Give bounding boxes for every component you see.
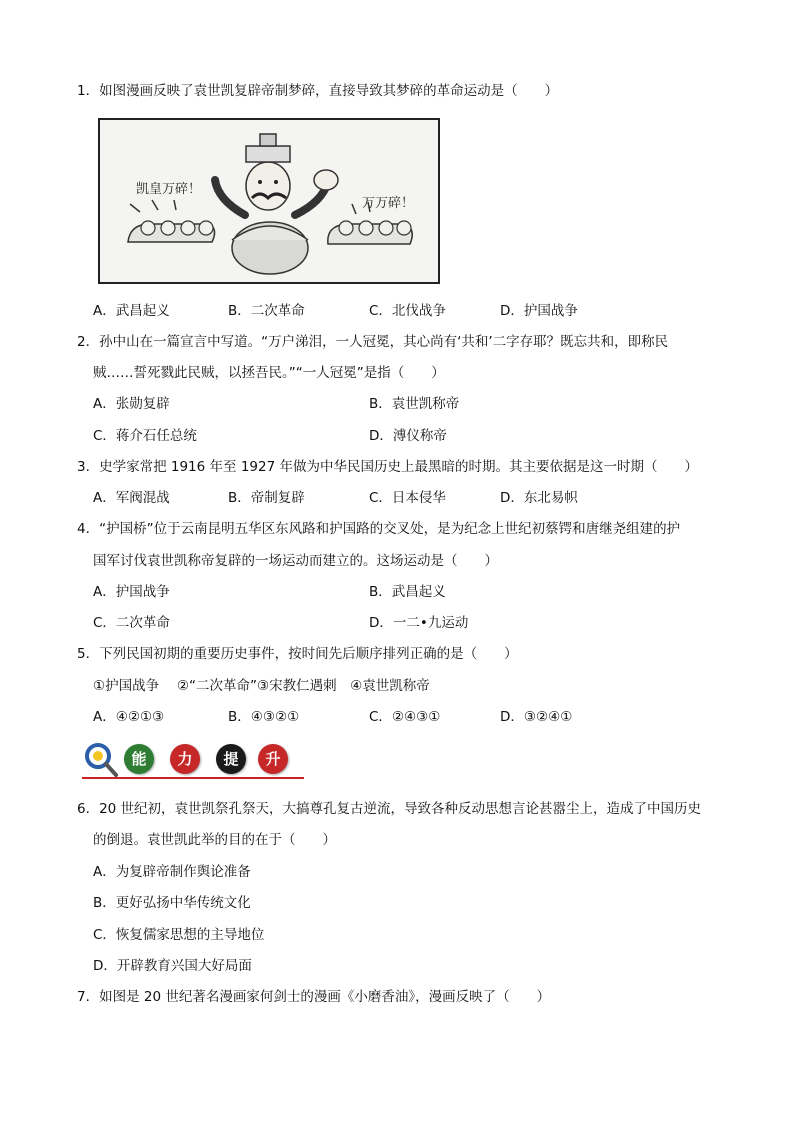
q6-stem-line1: 6．20 世纪初，袁世凯祭孔祭天，大搞尊孔复古逆流，导致各种反动思想言论甚嚣尘上，造成了中国历史 (77, 801, 702, 817)
q6-option-d[interactable]: D．开辟教育兴国大好局面 (93, 958, 252, 974)
q1-stem: 1．如图漫画反映了袁世凯复辟帝制梦碎，直接导致其梦碎的革命运动是（ ） (77, 83, 559, 99)
q4-stem-line2: 国军讨伐袁世凯称帝复辟的一场运动而建立的。这场运动是（ ） (93, 553, 498, 569)
q6-option-c[interactable]: C．恢复儒家思想的主导地位 (93, 927, 265, 943)
banner-char-2: 力 (170, 744, 200, 774)
gear-magnifier-icon (82, 740, 122, 780)
ability-boost-banner (82, 740, 304, 780)
q6-stem-line2: 的倒退。袁世凯此举的目的在于（ ） (93, 832, 336, 848)
q4-option-a[interactable]: A．护国战争 (93, 584, 170, 600)
q5-option-c[interactable]: C．②④③① (369, 709, 441, 725)
banner-char-4: 升 (258, 744, 288, 774)
q2-stem-line1: 2．孙中山在一篇宣言中写道。“万户涕泪，一人冠冕，其心尚有‘共和’二字存耶？既忘共和，即称民 (77, 334, 669, 350)
q1-option-a[interactable]: A．武昌起义 (93, 303, 170, 319)
q4-option-d[interactable]: D．一二•九运动 (369, 615, 469, 631)
cartoon-right-caption: 万万碎！ (362, 196, 415, 211)
banner-char-1: 能 (124, 744, 154, 774)
q3-option-c[interactable]: C．日本侵华 (369, 490, 446, 506)
q6-option-b[interactable]: B．更好弘扬中华传统文化 (93, 895, 251, 911)
q5-stem: 5．下列民国初期的重要历史事件，按时间先后顺序排列正确的是（ ） (77, 646, 518, 662)
q1-option-b[interactable]: B．二次革命 (228, 303, 305, 319)
cartoon-left-caption: 凯皇万碎！ (136, 182, 202, 197)
q2-option-b[interactable]: B．袁世凯称帝 (369, 396, 460, 412)
q6-option-a[interactable]: A．为复辟帝制作舆论准备 (93, 864, 251, 880)
q5-option-d[interactable]: D．③②④① (500, 709, 573, 725)
q2-option-a[interactable]: A．张勋复辟 (93, 396, 170, 412)
q7-stem: 7．如图是 20 世纪著名漫画家何剑士的漫画《小磨香油》，漫画反映了（ ） (77, 989, 551, 1005)
q5-option-b[interactable]: B．④③②① (228, 709, 300, 725)
q1-option-d[interactable]: D．护国战争 (500, 303, 578, 319)
q3-stem: 3．史学家常把 1916 年至 1927 年做为中华民国历史上最黑暗的时期。其主要依据是这一时期（ ） (77, 459, 698, 475)
q2-option-c[interactable]: C．蒋介石任总统 (93, 428, 197, 444)
banner-char-3: 提 (216, 744, 246, 774)
q4-stem-line1: 4．“护国桥”位于云南昆明五华区东风路和护国路的交叉处，是为纪念上世纪初蔡锷和唐继尧组建的护 (77, 521, 681, 537)
q1-cartoon (98, 118, 440, 284)
q1-option-c[interactable]: C．北伐战争 (369, 303, 446, 319)
q2-option-d[interactable]: D．溥仪称帝 (369, 428, 447, 444)
q3-option-b[interactable]: B．帝制复辟 (228, 490, 305, 506)
q2-stem-line2: 贼……誓死戮此民贼，以拯吾民。”“一人冠冕”是指（ ） (93, 365, 445, 381)
q4-option-b[interactable]: B．武昌起义 (369, 584, 446, 600)
q5-events: ①护国战争 ②“二次革命”③宋教仁遇刺 ④袁世凯称帝 (93, 678, 430, 694)
q3-option-a[interactable]: A．军阀混战 (93, 490, 170, 506)
banner-underline (82, 777, 304, 779)
q3-option-d[interactable]: D．东北易帜 (500, 490, 578, 506)
q5-option-a[interactable]: A．④②①③ (93, 709, 165, 725)
q4-option-c[interactable]: C．二次革命 (93, 615, 170, 631)
